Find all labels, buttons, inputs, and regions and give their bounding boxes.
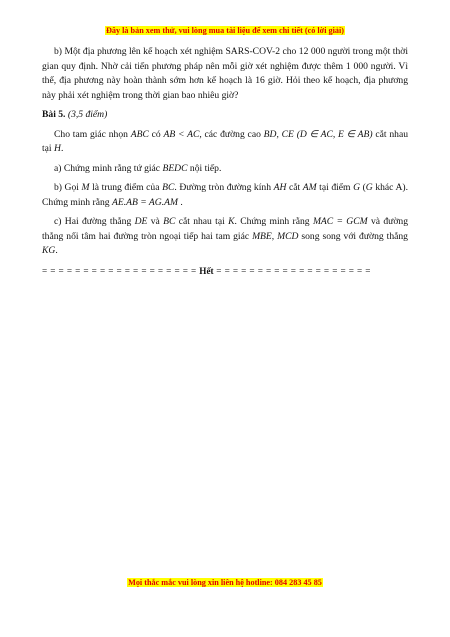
bai5-part-c bbox=[42, 215, 408, 259]
part-b-text-8: . bbox=[180, 196, 183, 208]
math-am: AM bbox=[302, 182, 317, 193]
intro-text-3: , các đường cao bbox=[199, 128, 261, 140]
part-c-text-5: và đường thẳng nối tâm hai đường tròn ngoại tiếp hai tam giác bbox=[42, 216, 408, 242]
hotline-notice-banner bbox=[0, 578, 450, 587]
end-marker-label: Hết bbox=[199, 265, 214, 276]
bai5-part-a bbox=[42, 162, 408, 177]
math-feet-condition: (D ∈ AC, E ∈ AB) bbox=[296, 128, 373, 140]
intro-text-4: cắt nhau tại bbox=[42, 128, 408, 154]
math-bc-2: BC bbox=[163, 216, 176, 227]
math-bc: BC bbox=[162, 182, 175, 193]
part-b-text-6: ( bbox=[362, 182, 366, 193]
part-c-text-7: . bbox=[55, 245, 58, 256]
math-ab-lt-ac: AB < AC bbox=[163, 128, 200, 140]
math-de: DE bbox=[134, 216, 148, 227]
part-a-text-1: a) Chứng minh rằng tứ giác bbox=[54, 162, 161, 174]
end-marker bbox=[42, 264, 408, 279]
bai5-title: Bài 5. bbox=[42, 109, 66, 120]
part-b-text-7: khác A). Chứng minh rằng bbox=[42, 182, 408, 208]
math-bedc: BEDC bbox=[162, 162, 188, 174]
part-c-text-3: cắt nhau tại bbox=[178, 216, 225, 227]
math-ah: AH bbox=[273, 182, 287, 193]
bai5-intro bbox=[42, 128, 408, 157]
math-point-g-2: G bbox=[365, 182, 373, 193]
part-b-text-1: b) Gọi bbox=[54, 182, 79, 193]
math-point-g: G bbox=[353, 182, 361, 193]
hotline-notice-text: Mọi thắc mắc vui lòng xin liên hệ hotline: 084 283 45 85 bbox=[128, 578, 322, 587]
part-b-text-5: tại điểm bbox=[319, 182, 351, 193]
math-product-equality: AE.AB = AG.AM bbox=[111, 196, 178, 208]
part-c-text-4: . Chứng minh rằng bbox=[234, 216, 310, 227]
math-kg: KG bbox=[42, 245, 56, 256]
math-point-k: K bbox=[228, 216, 235, 227]
bai5-heading bbox=[42, 108, 408, 123]
math-triangle-abc: ABC bbox=[130, 128, 149, 140]
bai5-part-b bbox=[42, 181, 408, 210]
math-triangles: MBE, MCD bbox=[252, 230, 299, 242]
part-c-text-6: song song với đường thẳng bbox=[301, 230, 408, 242]
part-b-text-3: . Đường tròn đường kính bbox=[174, 182, 271, 193]
preview-notice-banner bbox=[0, 26, 450, 35]
math-point-m: M bbox=[81, 182, 90, 193]
math-angle-equality: MAC = GCM bbox=[312, 216, 368, 227]
part-c-text-1: c) Hai đường thẳng bbox=[54, 216, 132, 227]
part-b-text-4: cắt bbox=[288, 182, 301, 193]
document-body bbox=[42, 45, 408, 278]
part-a-text-2: nội tiếp. bbox=[189, 162, 222, 174]
preview-notice-text: Đây là bản xem thử, vui lòng mua tài liệu để xem chi tiết (có lời giải) bbox=[105, 26, 344, 35]
math-point-h: H bbox=[54, 143, 61, 154]
bai5-points: (3,5 điểm) bbox=[67, 109, 108, 120]
math-altitudes: BD, CE bbox=[263, 128, 294, 140]
intro-text-2: có bbox=[151, 128, 161, 140]
part-b-text-2: là trung điểm của bbox=[92, 182, 160, 193]
intro-text-5: . bbox=[60, 143, 64, 154]
problem-b-paragraph: b) Một địa phương lên kế hoạch xét nghiệm SARS-COV-2 cho 12 000 người trong một thời gian quy định. Nhờ cải tiến phương pháp nên mỗi giờ xét nghiệm được thêm 1 000 người. Vì thế, địa phương này hoàn thành sớm hơn kế hoạch là 16 giờ. Hỏi theo kế hoạch, địa phương này phải xét nghiệm trong thời gian bao nhiêu giờ? bbox=[42, 46, 408, 101]
end-marker-right: = = = = = = = = = = = = = = = = = = = bbox=[216, 265, 371, 276]
end-marker-left: = = = = = = = = = = = = = = = = = = = bbox=[42, 265, 197, 276]
part-c-text-2: và bbox=[150, 216, 160, 227]
intro-text-1: Cho tam giác nhọn bbox=[54, 128, 128, 140]
